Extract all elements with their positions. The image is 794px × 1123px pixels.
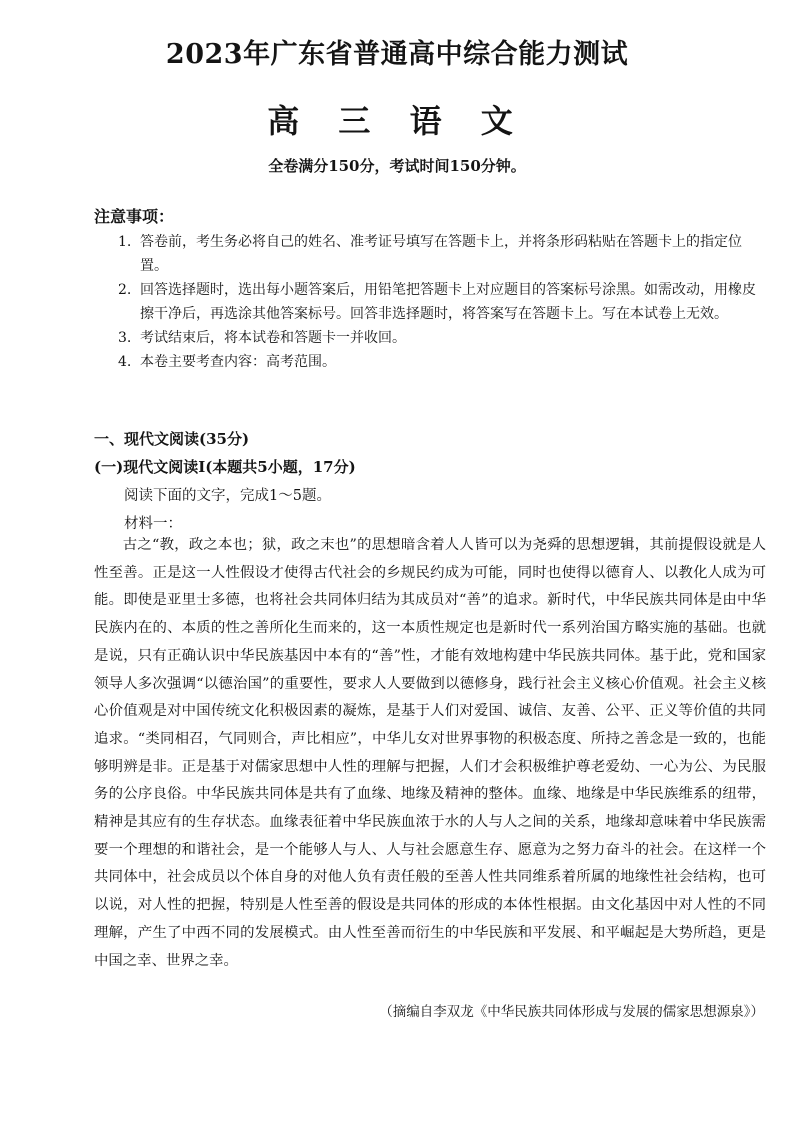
subsection-heading: (一)现代文阅读Ⅰ(本题共5小题，17分): [94, 458, 356, 476]
subject-title: 高 三 语 文: [267, 102, 527, 140]
notice-item-text: 本卷主要考查内容：高考范围。: [140, 354, 336, 370]
notice-item-number: 4.: [118, 354, 132, 370]
notice-item-text: 考试结束后，将本试卷和答题卡一并收回。: [140, 330, 406, 346]
notice-item-number: 3.: [118, 330, 132, 346]
notice-heading: 注意事项：: [94, 207, 175, 226]
notice-item: [118, 350, 768, 374]
material-label: 材料一：: [124, 516, 182, 532]
notice-list: [118, 230, 768, 374]
score-time-line: 全卷满分150分，考试时间150分钟。: [268, 157, 526, 175]
notice-item-text: 答卷前，考生务必将自己的姓名、准考证号填写在答题卡上，并将条形码粘贴在答题卡上的指定位置。: [140, 234, 742, 274]
notice-item-text: 回答选择题时，选出每小题答案后，用铅笔把答题卡上对应题目的答案标号涂黑。如需改动，用橡皮擦干净后，再选涂其他答案标号。回答非选择题时，将答案写在答题卡上。写在本试卷上无效。: [140, 282, 756, 322]
material-paragraph: 古之“教，政之本也；狱，政之末也”的思想暗含着人人皆可以为尧舜的思想逻辑，其前提假设就是人性至善。正是这一人性假设才使得古代社会的乡规民约成为可能，同时也使得以德育人、以教化人成为可能。即使是亚里士多德，也将社会共同体归结为其成员对“善”的追求。新时代，中华民族共同体是由中华民族内在的、本质的性之善所化生而来的，这一本质性规定也是新时代一系列治国方略实施的基础。也就是说，只有正确认识中华民族基因中本有的“善”性，才能有效地构建中华民族共同体。基于此，党和国家领导人多次强调“以德治国”的重要性，要求人人要做到以德修身，践行社会主义核心价值观。社会主义核心价值观是对中国传统文化积极因素的凝炼，是基于人们对爱国、诚信、友善、公平、正义等价值的共同追求。“类同相召，气同则合，声比相应”，中华儿女对世界事物的积极态度、所持之善念是一致的，也能够明辨是非。正是基于对儒家思想中人性的理解与把握，人们才会积极维护尊老爱幼、一心为公、为民服务的公序良俗。中华民族共同体是共有了血缘、地缘及精神的整体。血缘、地缘是中华民族维系的纽带，精神是其应有的生存状态。血缘表征着中华民族血浓于水的人与人之间的关系，地缘却意味着中华民族需要一个理想的和谐社会，是一个能够人与人、人与社会愿意生存、愿意为之努力奋斗的社会。在这样一个共同体中，社会成员以个体自身的对他人负有责任般的至善人性共同维系着所属的地缘性社会结构，也可以说，对人性的把握，特别是人性至善的假设是共同体的形成的本体性根据。由文化基因中对人性的不同理解，产生了中西不同的发展模式。由人性至善而衍生的中华民族和平发展、和平崛起是大势所趋，更是中国之幸、世界之幸。: [94, 537, 766, 969]
reading-instruction: 阅读下面的文字，完成1～5题。: [124, 488, 331, 504]
notice-item-number: 1.: [118, 234, 132, 250]
source-citation: （摘编自李双龙《中华民族共同体形成与发展的儒家思想源泉》）: [379, 1004, 764, 1020]
notice-item: [118, 278, 768, 326]
notice-item: [118, 326, 768, 350]
exam-title: 2023年广东省普通高中综合能力测试: [165, 39, 629, 70]
notice-item-number: 2.: [118, 282, 132, 298]
notice-item: [118, 230, 768, 278]
section-heading: 一、现代文阅读(35分): [94, 430, 250, 448]
